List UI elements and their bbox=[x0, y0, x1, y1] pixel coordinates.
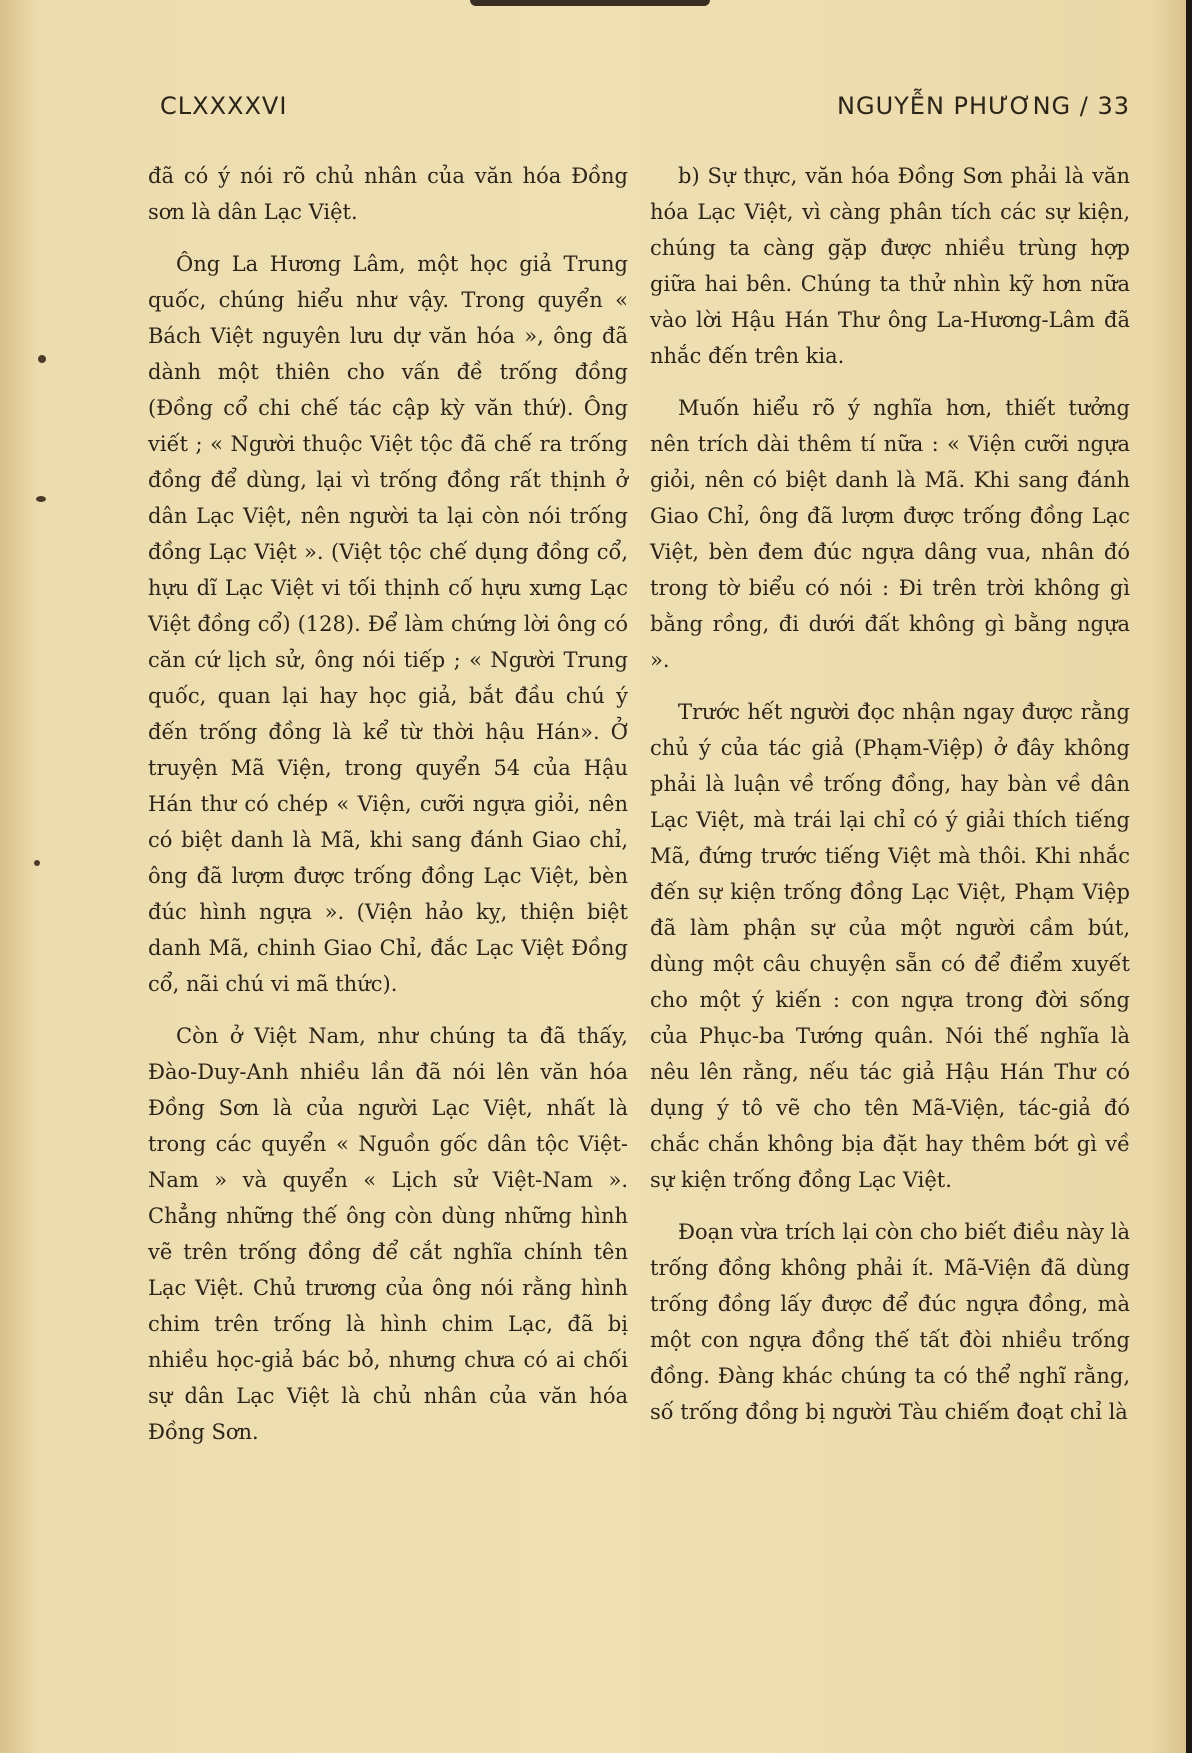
paragraph: Muốn hiểu rõ ý nghĩa hơn, thiết tưởng nên trích dài thêm tí nữa : « Viện cưỡi ngựa giỏi, nên có biệt danh là Mã. Khi sang đánh Giao Chỉ, ông đã lượm được trống đồng Lạc Việt, bèn đem đúc ngựa dâng vua, nhân đó trong tờ biểu có nói : Đi trên trời không gì bằng rồng, đi dưới đất không gì bằng ngựa ». bbox=[650, 396, 1130, 672]
right-column bbox=[650, 158, 1130, 1446]
header-left: CLXXXXVI bbox=[160, 92, 288, 120]
paragraph: Đoạn vừa trích lại còn cho biết điều này là trống đồng không phải ít. Mã-Viện đã dùng trống đồng lấy được để đúc ngựa đồng, mà một con ngựa đồng thế tất đòi nhiều trống đồng. Đàng khác chúng ta có thể nghĩ rằng, số trống đồng bị người Tàu chiếm đoạt chỉ là bbox=[650, 1220, 1130, 1424]
paragraph: Trước hết người đọc nhận ngay được rằng chủ ý của tác giả (Phạm-Việp) ở đây không phải là luận về trống đồng, hay bàn về dân Lạc Việt, mà trái lại chỉ có ý giải thích tiếng Mã, đứng trước tiếng Việt mà thôi. Khi nhắc đến sự kiện trống đồng Lạc Việt, Phạm Việp đã làm phận sự của một người cầm bút, dùng một câu chuyện sẵn có để điểm xuyết cho một ý kiến : con ngựa trong đời sống của Phục-ba Tướng quân. Nói thế nghĩa là nêu lên rằng, nếu tác giả Hậu Hán Thư có dụng ý tô vẽ cho tên Mã-Viện, tác-giả đó chắc chắn không bịa đặt hay thêm bớt gì về sự kiện trống đồng Lạc Việt. bbox=[650, 700, 1130, 1192]
header-right: NGUYỄN PHƯƠNG / 33 bbox=[837, 92, 1130, 120]
paragraph: b) Sự thực, văn hóa Đồng Sơn phải là văn hóa Lạc Việt, vì càng phân tích các sự kiện, chúng ta càng gặp được nhiều trùng hợp giữa hai bên. Chúng ta thử nhìn kỹ hơn nữa vào lời Hậu Hán Thư ông La-Hương-Lâm đã nhắc đến trên kia. bbox=[650, 164, 1130, 368]
speck bbox=[36, 496, 46, 502]
left-column bbox=[148, 158, 628, 1466]
page-edge bbox=[1186, 0, 1192, 1753]
page-tear bbox=[470, 0, 710, 6]
paragraph: Ông La Hương Lâm, một học giả Trung quốc, chúng hiểu như vậy. Trong quyển « Bách Việt nguyên lưu dự văn hóa », ông đã dành một thiên cho vấn đề trống đồng (Đồng cổ chi chế tác cập kỳ văn thứ). Ông viết ; « Người thuộc Việt tộc đã chế ra trống đồng để dùng, lại vì trống đồng rất thịnh ở dân Lạc Việt, nên người ta lại còn nói trống đồng Lạc Việt ». (Việt tộc chế dụng đồng cổ, hựu dĩ Lạc Việt vi tối thịnh cố hựu xưng Lạc Việt đồng cổ) (128). Để làm chứng lời ông có căn cứ lịch sử, ông nói tiếp ; « Người Trung quốc, quan lại hay học giả, bắt đầu chú ý đến trống đồng là kể từ thời hậu Hán». Ở truyện Mã Viện, trong quyển 54 của Hậu Hán thư có chép « Viện, cưỡi ngựa giỏi, nên có biệt danh là Mã, khi sang đánh Giao chỉ, ông đã lượm được trống đồng Lạc Việt, bèn đúc hình ngựa ». (Viện hảo kỵ, thiện biệt danh Mã, chinh Giao Chỉ, đắc Lạc Việt Đồng cổ, nãi chú vi mã thức). bbox=[148, 252, 628, 996]
speck bbox=[34, 860, 40, 866]
paragraph: đã có ý nói rõ chủ nhân của văn hóa Đồng sơn là dân Lạc Việt. bbox=[148, 164, 628, 224]
running-header bbox=[160, 92, 1130, 128]
speck bbox=[38, 355, 46, 363]
paragraph: Còn ở Việt Nam, như chúng ta đã thấy, Đào-Duy-Anh nhiều lần đã nói lên văn hóa Đồng Sơn là của người Lạc Việt, nhất là trong các quyển « Nguồn gốc dân tộc Việt-Nam » và quyển « Lịch sử Việt-Nam ». Chẳng những thế ông còn dùng những hình vẽ trên trống đồng để cắt nghĩa chính tên Lạc Việt. Chủ trương của ông nói rằng hình chim trên trống là hình chim Lạc, đã bị nhiều học-giả bác bỏ, nhưng chưa có ai chối sự dân Lạc Việt là chủ nhân của văn hóa Đồng Sơn. bbox=[148, 1024, 628, 1444]
